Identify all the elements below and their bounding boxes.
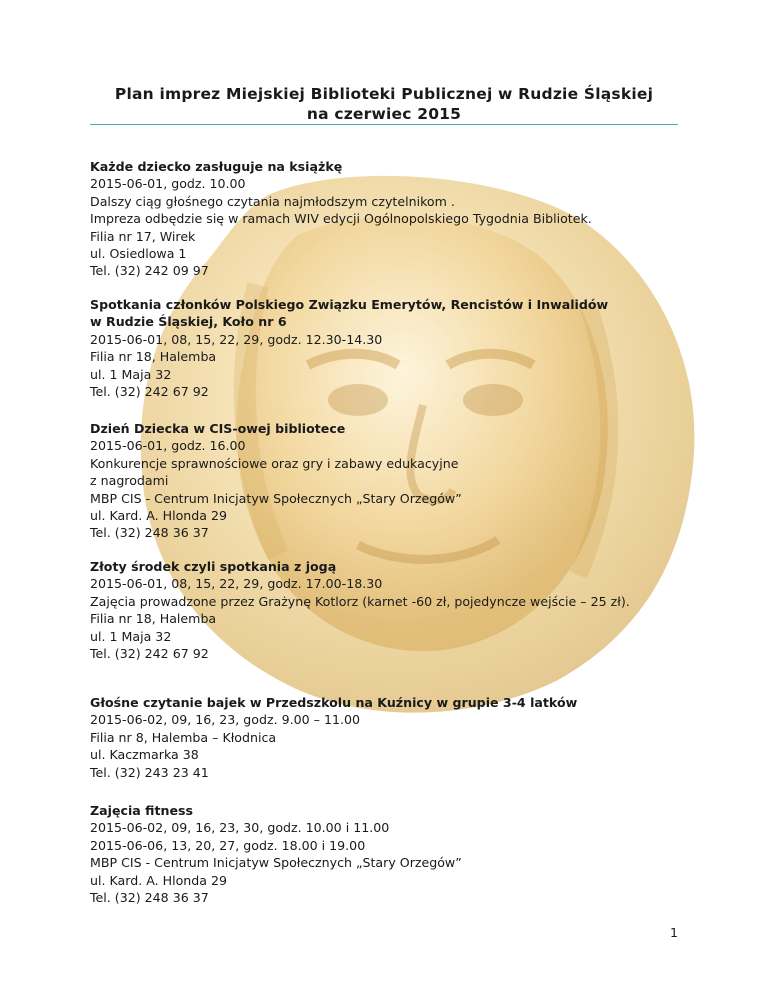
event-heading: Głośne czytanie bajek w Przedszkolu na Kuźnicy w grupie 3-4 latków [90,695,578,710]
event-phone: Tel. (32) 248 36 37 [90,525,209,541]
event-block [90,420,690,542]
event-location: MBP CIS - Centrum Inicjatyw Społecznych „Stary Orzegów” [90,855,462,871]
event-block [90,296,690,400]
document-title [60,84,708,124]
event-address: ul. 1 Maja 32 [90,366,172,382]
event-heading: Zajęcia fitness [90,803,194,818]
event-address: ul. 1 Maja 32 [90,628,172,644]
event-block [90,802,690,906]
page-number: 1 [669,925,678,940]
event-location: Filia nr 18, Halemba [90,611,217,627]
event-address: ul. Kard. A. Hlonda 29 [90,872,227,888]
event-description: Impreza odbędzie się w ramach WIV edycji Ogólnopolskiego Tygodnia Bibliotek. [90,211,592,227]
event-description: z nagrodami [90,473,169,489]
event-phone: Tel. (32) 242 67 92 [90,646,209,662]
event-date: 2015-06-01, 08, 15, 22, 29, godz. 17.00-18.30 [90,576,383,592]
event-phone: Tel. (32) 242 67 92 [90,384,209,400]
event-location: Filia nr 18, Halemba [90,349,217,365]
event-location: Filia nr 8, Halemba – Kłodnica [90,729,277,745]
event-block [90,558,690,662]
event-block [90,694,690,781]
event-description: Zajęcia prowadzone przez Grażynę Kotlorz (karnet -60 zł, pojedyncze wejście – 25 zł). [90,593,630,609]
event-heading: Każde dziecko zasługuje na książkę [90,159,343,174]
event-date: 2015-06-01, godz. 10.00 [90,176,246,192]
event-heading: Dzień Dziecka w CIS-owej bibliotece [90,421,346,436]
event-date: 2015-06-01, 08, 15, 22, 29, godz. 12.30-14.30 [90,331,383,347]
event-heading: Złoty środek czyli spotkania z jogą [90,559,337,574]
event-block [90,158,690,280]
event-location: MBP CIS - Centrum Inicjatyw Społecznych „Stary Orzegów” [90,490,462,506]
event-heading: Spotkania członków Polskiego Związku Emerytów, Rencistów i Inwalidów [90,297,609,312]
event-address: ul. Osiedlowa 1 [90,246,187,262]
event-description: Konkurencje sprawnościowe oraz gry i zabawy edukacyjne [90,455,459,471]
title-line-2: na czerwiec 2015 [306,105,462,123]
event-date: 2015-06-01, godz. 16.00 [90,438,246,454]
event-description: Dalszy ciąg głośnego czytania najmłodszym czytelnikom . [90,193,455,209]
event-date: 2015-06-02, 09, 16, 23, godz. 9.00 – 11.00 [90,712,360,728]
title-divider [90,124,678,125]
event-phone: Tel. (32) 242 09 97 [90,263,209,279]
event-phone: Tel. (32) 248 36 37 [90,890,209,906]
event-date: 2015-06-06, 13, 20, 27, godz. 18.00 i 19.00 [90,837,366,853]
event-address: ul. Kard. A. Hlonda 29 [90,508,227,524]
title-line-1: Plan imprez Miejskiej Biblioteki Publicznej w Rudzie Śląskiej [114,85,654,103]
event-address: ul. Kaczmarka 38 [90,747,199,763]
event-location: Filia nr 17, Wirek [90,228,196,244]
event-date: 2015-06-02, 09, 16, 23, 30, godz. 10.00 i 11.00 [90,820,390,836]
event-phone: Tel. (32) 243 23 41 [90,764,209,780]
event-heading: w Rudzie Śląskiej, Koło nr 6 [90,314,287,330]
